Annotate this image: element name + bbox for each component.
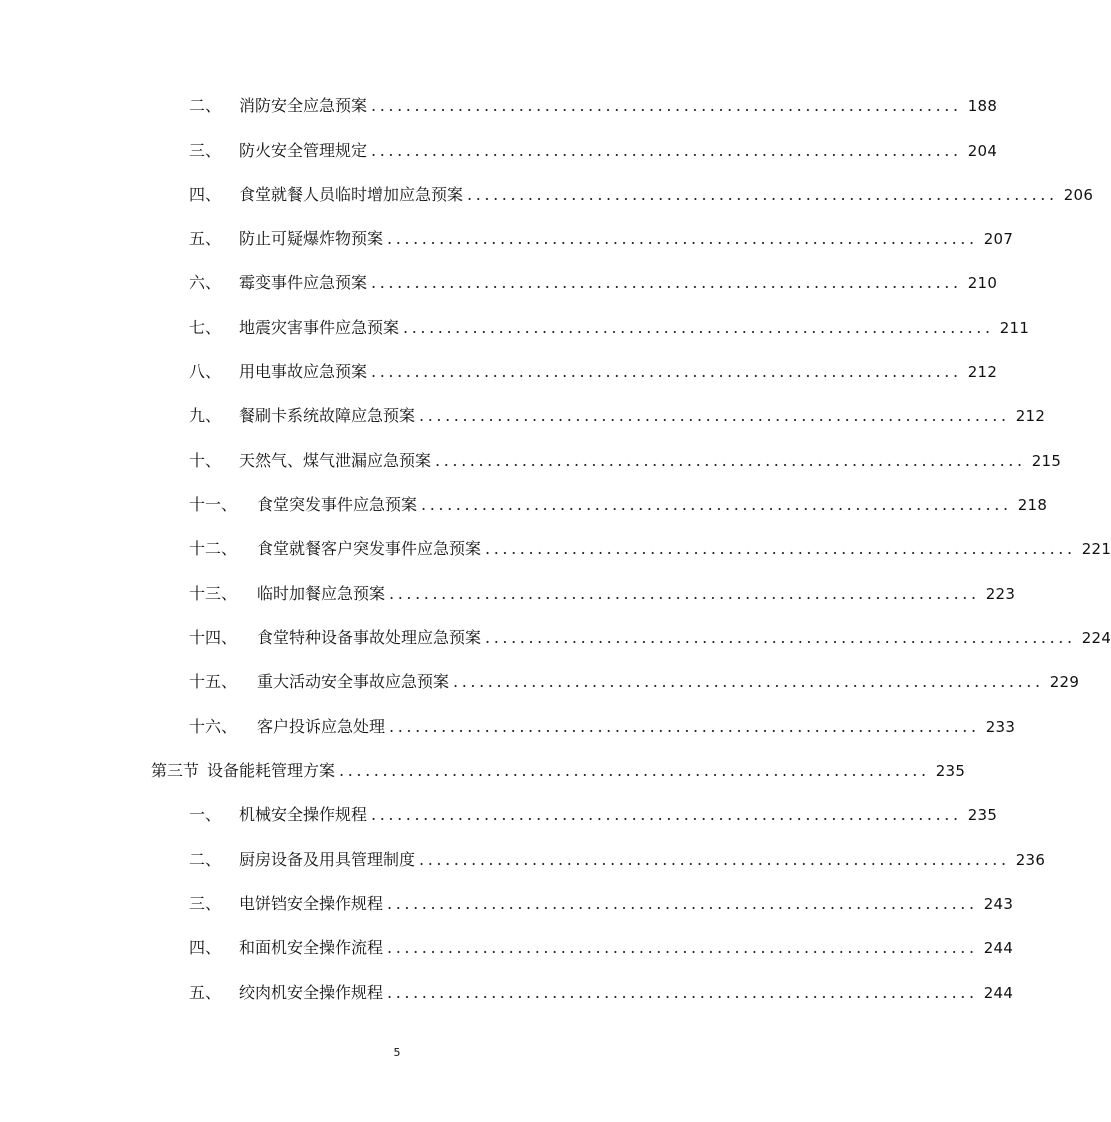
toc-entry-title: 厨房设备及用具管理制度 <box>239 850 416 869</box>
toc-entry-number: 二、 <box>189 850 222 869</box>
toc-entry-page: 218 <box>1017 496 1048 514</box>
toc-entry-page: 212 <box>967 363 998 381</box>
toc-entry[interactable] <box>189 981 1014 1005</box>
toc-dot-leader: .................................................................... <box>371 805 962 824</box>
toc-entry-page: 236 <box>1015 851 1046 869</box>
toc-entry-title: 防止可疑爆炸物预案 <box>239 229 384 248</box>
toc-entry-number: 四、 <box>189 938 222 957</box>
toc-entry[interactable] <box>189 139 998 163</box>
toc-entry-number: 七、 <box>189 318 222 337</box>
toc-entry-page: 235 <box>967 806 998 824</box>
toc-dot-leader: .................................................................... <box>387 938 978 957</box>
toc-entry-title: 霉变事件应急预案 <box>239 273 368 292</box>
toc-dot-leader: .................................................................... <box>453 672 1044 691</box>
toc-entry[interactable] <box>189 936 1014 960</box>
toc-section-title: 设备能耗管理方案 <box>207 761 336 780</box>
toc-entry-number: 八、 <box>189 362 222 381</box>
toc-entry[interactable] <box>189 626 1111 650</box>
toc-entry[interactable] <box>189 271 998 295</box>
footer-page-number: 5 <box>393 1046 401 1059</box>
toc-entry-number: 一、 <box>189 805 222 824</box>
toc-entry-page: 229 <box>1049 673 1080 691</box>
toc-dot-leader: .................................................................... <box>435 451 1026 470</box>
toc-entry[interactable] <box>189 892 1014 916</box>
toc-entry-number: 三、 <box>189 894 222 913</box>
toc-entry-number: 十五、 <box>189 672 238 691</box>
toc-dot-leader: .................................................................... <box>421 495 1012 514</box>
toc-entry-page: 212 <box>1015 407 1046 425</box>
toc-entry-number: 五、 <box>189 229 222 248</box>
toc-entry[interactable] <box>189 493 1048 517</box>
toc-entry-title: 和面机安全操作流程 <box>239 938 384 957</box>
toc-dot-leader: .................................................................... <box>403 318 994 337</box>
toc-entry-title: 天然气、煤气泄漏应急预案 <box>239 451 432 470</box>
toc-entry[interactable] <box>189 848 1046 872</box>
toc-entry-page: 244 <box>983 939 1014 957</box>
toc-dot-leader: .................................................................... <box>371 273 962 292</box>
toc-entry-number: 十四、 <box>189 628 238 647</box>
toc-entry[interactable] <box>189 537 1111 561</box>
toc-entry-number: 二、 <box>189 96 222 115</box>
toc-dot-leader: .................................................................... <box>389 717 980 736</box>
toc-entry-page: 233 <box>985 718 1016 736</box>
toc-entry[interactable] <box>189 670 1080 694</box>
toc-dot-leader: .................................................................... <box>389 584 980 603</box>
toc-section-entry[interactable] <box>151 759 966 783</box>
toc-entry[interactable] <box>189 94 998 118</box>
toc-entry-number: 九、 <box>189 406 222 425</box>
toc-entry-number: 十、 <box>189 451 222 470</box>
toc-entry-page: 244 <box>983 984 1014 1002</box>
toc-entry-page: 210 <box>967 274 998 292</box>
toc-entry[interactable] <box>189 404 1046 428</box>
toc-entry-title: 绞肉机安全操作规程 <box>239 983 384 1002</box>
toc-entry-title: 消防安全应急预案 <box>239 96 368 115</box>
toc-entry-page: 188 <box>967 97 998 115</box>
toc-entry[interactable] <box>189 449 1062 473</box>
toc-entry-number: 十三、 <box>189 584 238 603</box>
toc-entry-number: 五、 <box>189 983 222 1002</box>
toc-entry-page: 224 <box>1081 629 1111 647</box>
toc-entry-page: 243 <box>983 895 1014 913</box>
toc-entry-page: 204 <box>967 142 998 160</box>
toc-dot-leader: .................................................................... <box>387 983 978 1002</box>
toc-dot-leader: .................................................................... <box>371 96 962 115</box>
toc-dot-leader: .................................................................... <box>485 539 1076 558</box>
toc-entry[interactable] <box>189 183 1094 207</box>
toc-entry-title: 临时加餐应急预案 <box>257 584 386 603</box>
toc-dot-leader: .................................................................... <box>387 229 978 248</box>
toc-entry-title: 食堂就餐人员临时增加应急预案 <box>239 185 464 204</box>
toc-entry-number: 四、 <box>189 185 222 204</box>
toc-entry-title: 餐刷卡系统故障应急预案 <box>239 406 416 425</box>
toc-entry[interactable] <box>189 360 998 384</box>
toc-entry-title: 防火安全管理规定 <box>239 141 368 160</box>
toc-dot-leader: .................................................................... <box>419 850 1010 869</box>
toc-entry[interactable] <box>189 803 998 827</box>
toc-entry-number: 十一、 <box>189 495 238 514</box>
toc-entry[interactable] <box>189 715 1016 739</box>
toc-entry-number: 十二、 <box>189 539 238 558</box>
toc-dot-leader: .................................................................... <box>419 406 1010 425</box>
toc-entry-number: 三、 <box>189 141 222 160</box>
toc-entry-title: 客户投诉应急处理 <box>257 717 386 736</box>
toc-entry[interactable] <box>189 582 1016 606</box>
toc-entry-title: 机械安全操作规程 <box>239 805 368 824</box>
toc-section-number: 第三节 <box>151 761 200 780</box>
toc-dot-leader: .................................................................... <box>467 185 1058 204</box>
toc-entry-title: 食堂突发事件应急预案 <box>257 495 418 514</box>
toc-entry-page: 206 <box>1063 186 1094 204</box>
toc-entry-title: 食堂特种设备事故处理应急预案 <box>257 628 482 647</box>
toc-entry-number: 十六、 <box>189 717 238 736</box>
toc-entry-title: 电饼铛安全操作规程 <box>239 894 384 913</box>
toc-entry-number: 六、 <box>189 273 222 292</box>
toc-dot-leader: .................................................................... <box>485 628 1076 647</box>
toc-dot-leader: .................................................................... <box>371 362 962 381</box>
toc-dot-leader: .................................................................... <box>339 761 930 780</box>
toc-dot-leader: .................................................................... <box>387 894 978 913</box>
toc-entry-page: 221 <box>1081 540 1111 558</box>
toc-dot-leader: .................................................................... <box>371 141 962 160</box>
toc-entry-title: 地震灾害事件应急预案 <box>239 318 400 337</box>
toc-entry-page: 223 <box>985 585 1016 603</box>
toc-section-page: 235 <box>935 762 966 780</box>
toc-entry-page: 207 <box>983 230 1014 248</box>
toc-entry-page: 211 <box>999 319 1030 337</box>
toc-entry[interactable] <box>189 316 1030 340</box>
toc-entry[interactable] <box>189 227 1014 251</box>
toc-entry-title: 重大活动安全事故应急预案 <box>257 672 450 691</box>
toc-entry-page: 215 <box>1031 452 1062 470</box>
toc-entry-title: 用电事故应急预案 <box>239 362 368 381</box>
toc-entry-title: 食堂就餐客户突发事件应急预案 <box>257 539 482 558</box>
